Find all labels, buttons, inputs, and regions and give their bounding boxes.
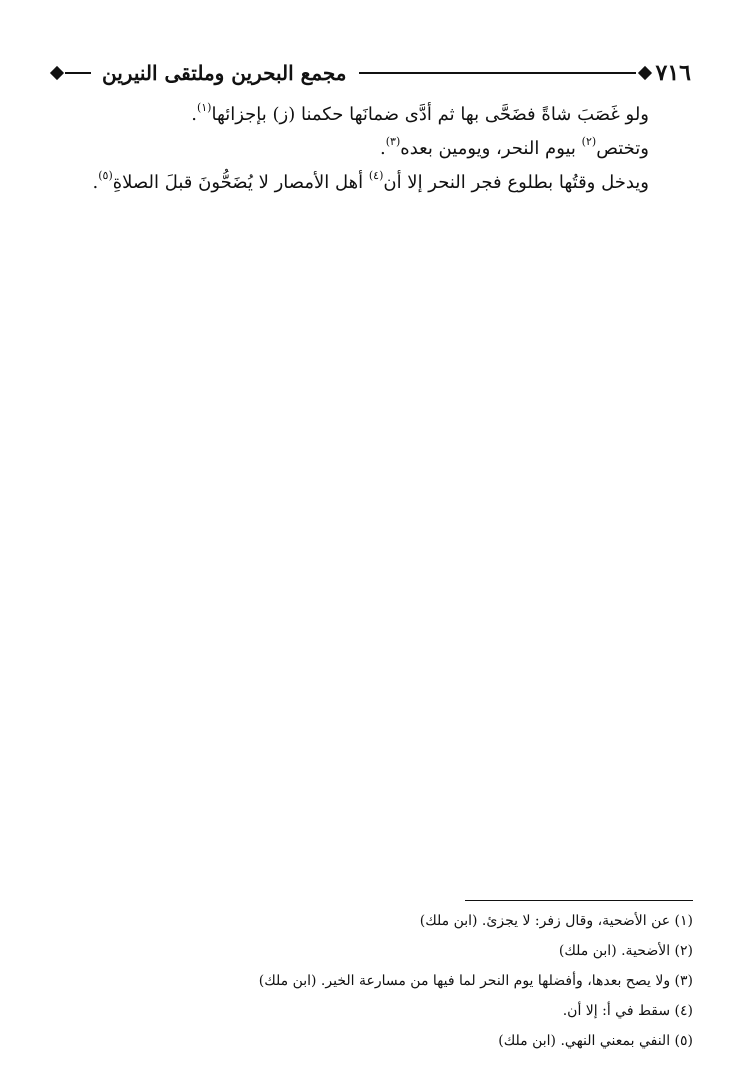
footnote: (٢) الأضحية. (ابن ملك) (558, 943, 693, 959)
footnote: (٤) سقط في أ: إلا أن. (562, 1003, 693, 1019)
footnote: (١) عن الأضحية، وقال زفر: لا يجزئ. (ابن ملك) (419, 913, 693, 929)
text-line (70, 132, 649, 166)
footnote-marker: (٥) (98, 169, 113, 182)
header-dash (65, 72, 91, 74)
punctuation: . (380, 138, 386, 159)
diamond-ornament-icon (50, 66, 64, 80)
text-segment: ولو غَصَبَ شاةً فضَحَّى بها ثم أدَّى ضمانَها حكمنا (ز) بإجزائها (211, 104, 649, 125)
footnote-marker: (٤) (368, 169, 384, 182)
running-header (52, 56, 691, 90)
text-segment: أهل الأمصار لا يُضَحُّونَ قبلَ الصلاةِ (112, 172, 369, 193)
text-segment: ويدخل وقتُها بطلوع فجر النحر إلا أن (383, 172, 649, 193)
diamond-ornament-icon (637, 66, 651, 80)
footnote-marker: (٣) (385, 135, 401, 148)
punctuation: . (92, 172, 99, 193)
text-line (70, 98, 649, 132)
punctuation: . (191, 104, 197, 125)
text-segment: وتختص (596, 138, 649, 159)
text-line (70, 166, 649, 200)
footnote-separator (465, 900, 693, 901)
footnote-marker: (٢) (581, 135, 597, 148)
footnote: (٣) ولا يصح بعدها، وأفضلها يوم النحر لما فيها من مسارعة الخير. (ابن ملك) (258, 973, 693, 989)
text-segment: بيوم النحر، ويومين بعده (400, 138, 582, 159)
header-rule (359, 72, 636, 74)
book-title: مجمع البحرين وملتقى النيرين (102, 61, 347, 85)
footnote: (٥) النفي بمعني النهي. (ابن ملك) (498, 1033, 693, 1049)
main-text (70, 98, 649, 200)
footnotes (60, 906, 693, 1056)
page-number: ٧١٦ (655, 60, 691, 86)
footnote-marker: (١) (196, 101, 212, 114)
